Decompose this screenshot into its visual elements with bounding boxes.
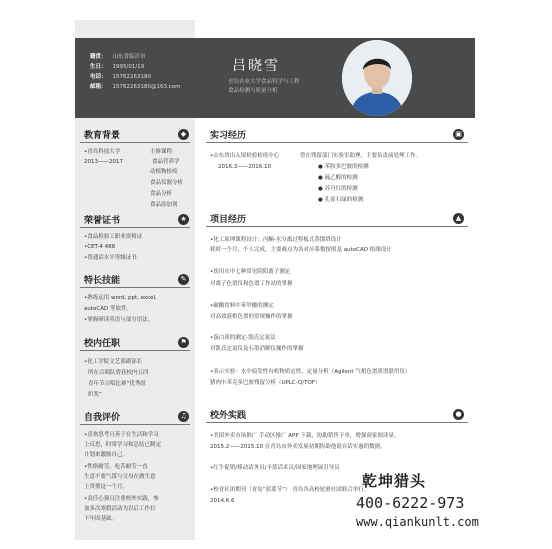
certificate-item: •食品检验工职业资格证 — [84, 234, 143, 240]
education-years: 2013——2017 — [84, 159, 123, 165]
project-line: •化工原理课程设计：丙酮-水分离过程板式蒸馏塔设计 — [210, 237, 342, 243]
project-line: •饮用水中七种常见阴阳离子测定 — [210, 269, 291, 275]
practice-line: •美团外卖市场推广 手动区推广 APP 下载，协助销售下单，增强商家阅读显。 — [210, 433, 400, 439]
course-item: 食品仪器分析 — [150, 180, 184, 186]
internship-item: ● 苯胺多巴胺的检测 — [318, 164, 369, 170]
self-evaluation-line: 上贯彻这一个月。 — [84, 484, 129, 490]
self-evaluation-line: •喜欢思考且善于在生活和学习 — [84, 432, 159, 438]
skill-item: •熟练运用 word, ppt, excel, — [84, 295, 157, 301]
self-evaluation-line: 上反思，时常学习和总结已制定 — [84, 442, 162, 448]
certificates-title: 荣誉证书 — [84, 216, 121, 226]
internship-divider — [206, 142, 468, 143]
major-label: 主修课程 — [150, 149, 173, 155]
info-row: 电话： 15762263180 — [90, 74, 152, 80]
self-evaluation-line: 下牢固基础。 — [84, 516, 118, 522]
project-line: 对离子色谱仪和色谱工作站的掌握 — [210, 281, 293, 287]
campus-title: 校内任职 — [84, 339, 121, 349]
candidate-name: 吕晓雪 — [232, 58, 280, 74]
skills-title: 特长技能 — [84, 276, 121, 286]
certificate-item: •普通话水平等级证书 — [84, 255, 137, 261]
self-evaluation-title: 自我评价 — [84, 413, 121, 423]
campus-item: 所在合唱队曾获校内五四 — [88, 370, 149, 376]
project-line: •表示实验：水中痕发性有机物质定性、定量分析（Agilent 气相色谱质谱联用仪） — [210, 369, 411, 375]
certificates-divider — [80, 227, 190, 228]
watermark-title: 乾坤猎头 — [362, 472, 427, 490]
flag-icon: ⚑ — [178, 337, 189, 348]
internship-item: ● 孔雀石绿的检测 — [318, 197, 364, 203]
practice-line: •校青社团期刊（青岛“蓝蓝节”） 青岛各高校轮滑社团联合举行。 — [210, 487, 370, 493]
project-line: 对凯氏定氮仪及石墨消解仪操作的掌握 — [210, 346, 304, 352]
project-line: 猪肉中苯克多巴胺残留分析（UPLC-Q/TOF） — [210, 380, 321, 386]
education-icon: ◆ — [178, 129, 189, 140]
self-evaluation-line: 生意不要气馁与父母在做生意 — [84, 474, 156, 480]
briefcase-icon: ▣ — [453, 129, 464, 140]
project-line: 对高效液相色谱的常规操作的掌握 — [210, 314, 293, 320]
project-line: 耗时一个月，个人完成，主要难点为各对应系数按照及 autoCAD 绘图设计 — [210, 247, 392, 253]
headphones-icon: ♫ — [178, 411, 189, 422]
practice-line: •红牛促销/移动话务员/丰蓝话术员/国家地理展引导员 — [210, 465, 340, 471]
campus-divider — [80, 350, 190, 351]
self-evaluation-line: •性格耐劳，吃苦耐劳一直 — [84, 464, 148, 470]
internship-dates: 2016.3——2016.10 — [218, 164, 271, 170]
certificate-icon: ★ — [178, 214, 189, 225]
education-school: •青岛科技大学 — [84, 149, 121, 155]
self-evaluation-divider — [80, 424, 190, 425]
info-row: 邮箱： 15762263180@163.com — [90, 84, 181, 90]
info-row: 籍贯： 山东省临沂市 — [90, 54, 146, 60]
course-item: 食品添加剂 — [150, 202, 178, 208]
internship-role: 曾在残留部门实验室助理，主要负责前处理工作。 — [300, 153, 422, 159]
projects-divider — [206, 226, 468, 227]
campus-item: 织奖” — [88, 392, 102, 398]
skill-item: autoCAD 等软件。 — [84, 306, 132, 312]
watermark-phone: 400-6222-973 — [356, 494, 465, 512]
skills-divider — [80, 287, 190, 288]
project-line: •蛋白质的测定-凯氏定氮法 — [210, 335, 276, 341]
practice-divider — [206, 422, 468, 423]
campus-item: 青年节合唱比赛“优秀组 — [88, 381, 146, 387]
internship-item: ● 苏丹红的检测 — [318, 186, 358, 192]
project-line: •碳酸饮料中苯甲酸的测定 — [210, 303, 274, 309]
skill-item: •掌握研读英语与部分语法。 — [84, 317, 154, 323]
education-title: 教育背景 — [84, 131, 121, 141]
info-row: 生日： 1995/01/19 — [90, 64, 145, 70]
self-evaluation-line: •责任心强且注重校外实践，参 — [84, 496, 159, 502]
course-item: 食品营养学 — [152, 159, 180, 165]
internship-item: ● 硫乙醇的检测 — [318, 175, 358, 181]
candidate-tagline: 青岛农业大学食品科学与工程 食品检测与质量分析 — [228, 79, 300, 94]
course-item: 动植物检疫 — [150, 169, 178, 175]
projects-title: 项目经历 — [210, 215, 247, 225]
campus-item: •化工学院文艺部副部长 — [84, 359, 143, 365]
watermark-url: www.qiankunlt.com — [356, 515, 479, 529]
internship-org: •山东省出入境检验检疫中心 — [210, 153, 280, 159]
people-icon: ● — [453, 409, 464, 420]
graduation-cap-icon: ▲ — [453, 213, 464, 224]
self-evaluation-line: 计划来激励自己。 — [84, 452, 129, 458]
certificate-item: •CET-4 488 — [84, 244, 116, 250]
internship-title: 实习经历 — [210, 131, 247, 141]
education-divider — [80, 142, 190, 143]
skills-icon: ✎ — [178, 274, 189, 285]
avatar — [342, 40, 412, 116]
course-item: 食品分析 — [150, 191, 173, 197]
practice-line: 2014.6.6 — [210, 498, 235, 504]
personal-info — [90, 52, 200, 92]
practice-title: 校外实践 — [210, 411, 247, 421]
self-evaluation-line: 加多次寒假活动为以后工作打 — [84, 506, 156, 512]
practice-line: 2015.2——2015.10 在青岛市外卖发展初期协助他说自话实惠的数据。 — [210, 444, 386, 450]
